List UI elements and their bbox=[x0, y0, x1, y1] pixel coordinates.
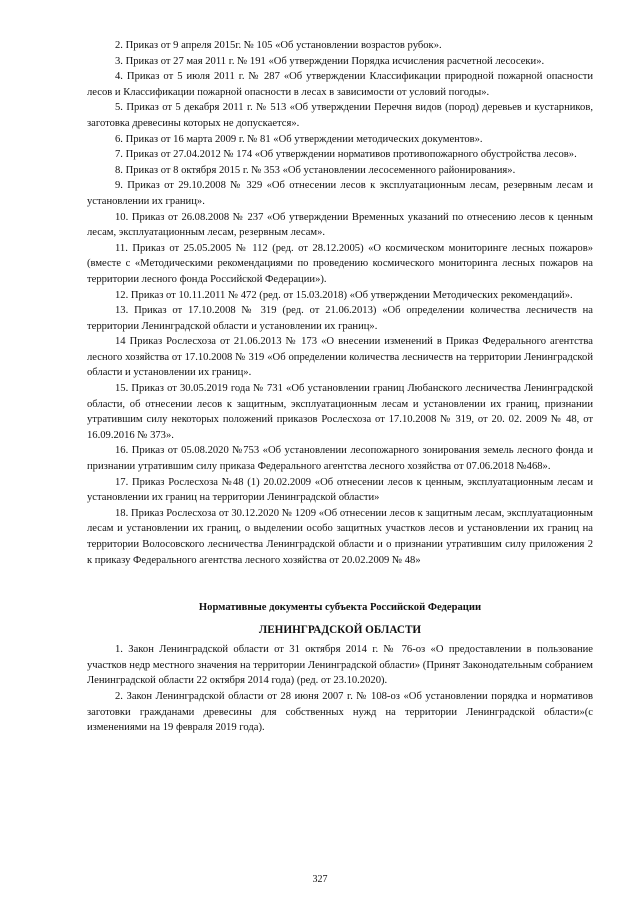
list-item: 15. Приказ от 30.05.2019 года № 731 «Об установлении границ Любанского лесничества Ленинградской области, об отнесении лесов к защитным, эксплуатационным лесам и установлении их границ, признании утратившим силу некоторых положений приказов Рослесхоза от 17.10.2008 № 319, от 20. 02. 2009 № 48, от 16.09.2016 № 373». bbox=[87, 383, 593, 441]
list-item: 8. Приказ от 8 октября 2015 г. № 353 «Об установлении лесосеменного районирования». bbox=[115, 164, 516, 176]
section-spacer bbox=[87, 568, 593, 600]
list-item: 18. Приказ Рослесхоза от 30.12.2020 № 1209 «Об отнесении лесов к защитным лесам, эксплуатационным лесам и установлении их границ, о выделении особо защитных участков лесов и установлении их границ на территории Волосовского лесничества Ленинградской области и о признании утратившим силу приложения 2 к приказу Федерального агентства лесного хозяйства от 20.02.2009 № 48» bbox=[87, 507, 593, 566]
page-number: 327 bbox=[312, 874, 328, 885]
list-item: 17. Приказ Рослесхоза №48 (1) 20.02.2009 «Об отнесении лесов к ценным, эксплуатационным лесам и установлении их границ на территории Ленинградской области» bbox=[87, 476, 593, 504]
list-item: 12. Приказ от 10.11.2011 № 472 (ред. от 15.03.2018) «Об утверждении Методических рекомендаций». bbox=[115, 289, 573, 301]
section-subheading: ЛЕНИНГРАДСКОЙ ОБЛАСТИ bbox=[258, 624, 422, 637]
list-item: 3. Приказ от 27 мая 2011 г. № 191 «Об утверждении Порядка исчисления расчетной лесосеки». bbox=[115, 55, 545, 67]
list-item: 9. Приказ от 29.10.2008 № 329 «Об отнесении лесов к эксплуатационным лесам, резервным лесам и установлении их границ». bbox=[87, 180, 593, 207]
list-item: 14 Приказ Рослесхоза от 21.06.2013 № 173 «О внесении изменений в Приказ Федерального агентства лесного хозяйства от 17.10.2008 № 319 «Об определении количества лесничеств на территории Ленинградской области и установлении их границ». bbox=[87, 336, 593, 379]
document-page bbox=[87, 38, 593, 736]
list-item: 4. Приказ от 5 июля 2011 г. № 287 «Об утверждении Классификации природной пожарной опасности лесов и Классификации пожарной опасности в лесах в зависимости от условий погоды». bbox=[87, 71, 593, 98]
list-item: 7. Приказ от 27.04.2012 № 174 «Об утверждении нормативов противопожарного обустройства лесов». bbox=[115, 149, 577, 161]
list-item: 6. Приказ от 16 марта 2009 г. № 81 «Об утверждении методических документов». bbox=[115, 133, 483, 145]
list-item: 5. Приказ от 5 декабря 2011 г. № 513 «Об утверждении Перечня видов (пород) деревьев и кустарников, заготовка древесины которых не допускается». bbox=[87, 102, 593, 129]
list-item: 16. Приказ от 05.08.2020 №753 «Об установлении лесопожарного зонирования земель лесного фонда и признании утратившим силу приказа Федерального агентства лесного хозяйства от 07.06.2018 №468». bbox=[87, 445, 593, 473]
list-item: 10. Приказ от 26.08.2008 № 237 «Об утверждении Временных указаний по отнесению лесов к ценным лесам, эксплуатационным лесам, резервным лесам». bbox=[87, 211, 593, 239]
list-item: 2. Приказ от 9 апреля 2015г. № 105 «Об установлении возрастов рубок». bbox=[115, 40, 442, 51]
list-item: 1. Закон Ленинградской области от 31 октября 2014 г. № 76-оз «О предоставлении в пользование участков недр местного значения на территории Ленинградской области» (Принят Законодательным собранием Ленинградской области 22 октября 2014 года) (ред. от 23.10.2020). bbox=[87, 644, 593, 687]
list-item: 13. Приказ от 17.10.2008 № 319 (ред. от 21.06.2013) «Об определении количества лесничеств на территории Ленинградской области и установлении их границ». bbox=[87, 305, 593, 332]
list-item: 11. Приказ от 25.05.2005 № 112 (ред. от 28.12.2005) «О космическом мониторинге лесных пожаров» (вместе с «Методическими рекомендациями по проведению космического мониторинга лесных пожаров на территории лесного фонда Российской Федерации»). bbox=[87, 242, 593, 285]
section-heading: Нормативные документы субъекта Российской Федерации bbox=[198, 602, 482, 614]
list-item: 2. Закон Ленинградской области от 28 июня 2007 г. № 108-оз «Об установлении порядка и нормативов заготовки гражданами древесины для собственных нужд на территории Ленинградской области»(с изменениями на 19 февраля 2019 года). bbox=[87, 690, 593, 734]
